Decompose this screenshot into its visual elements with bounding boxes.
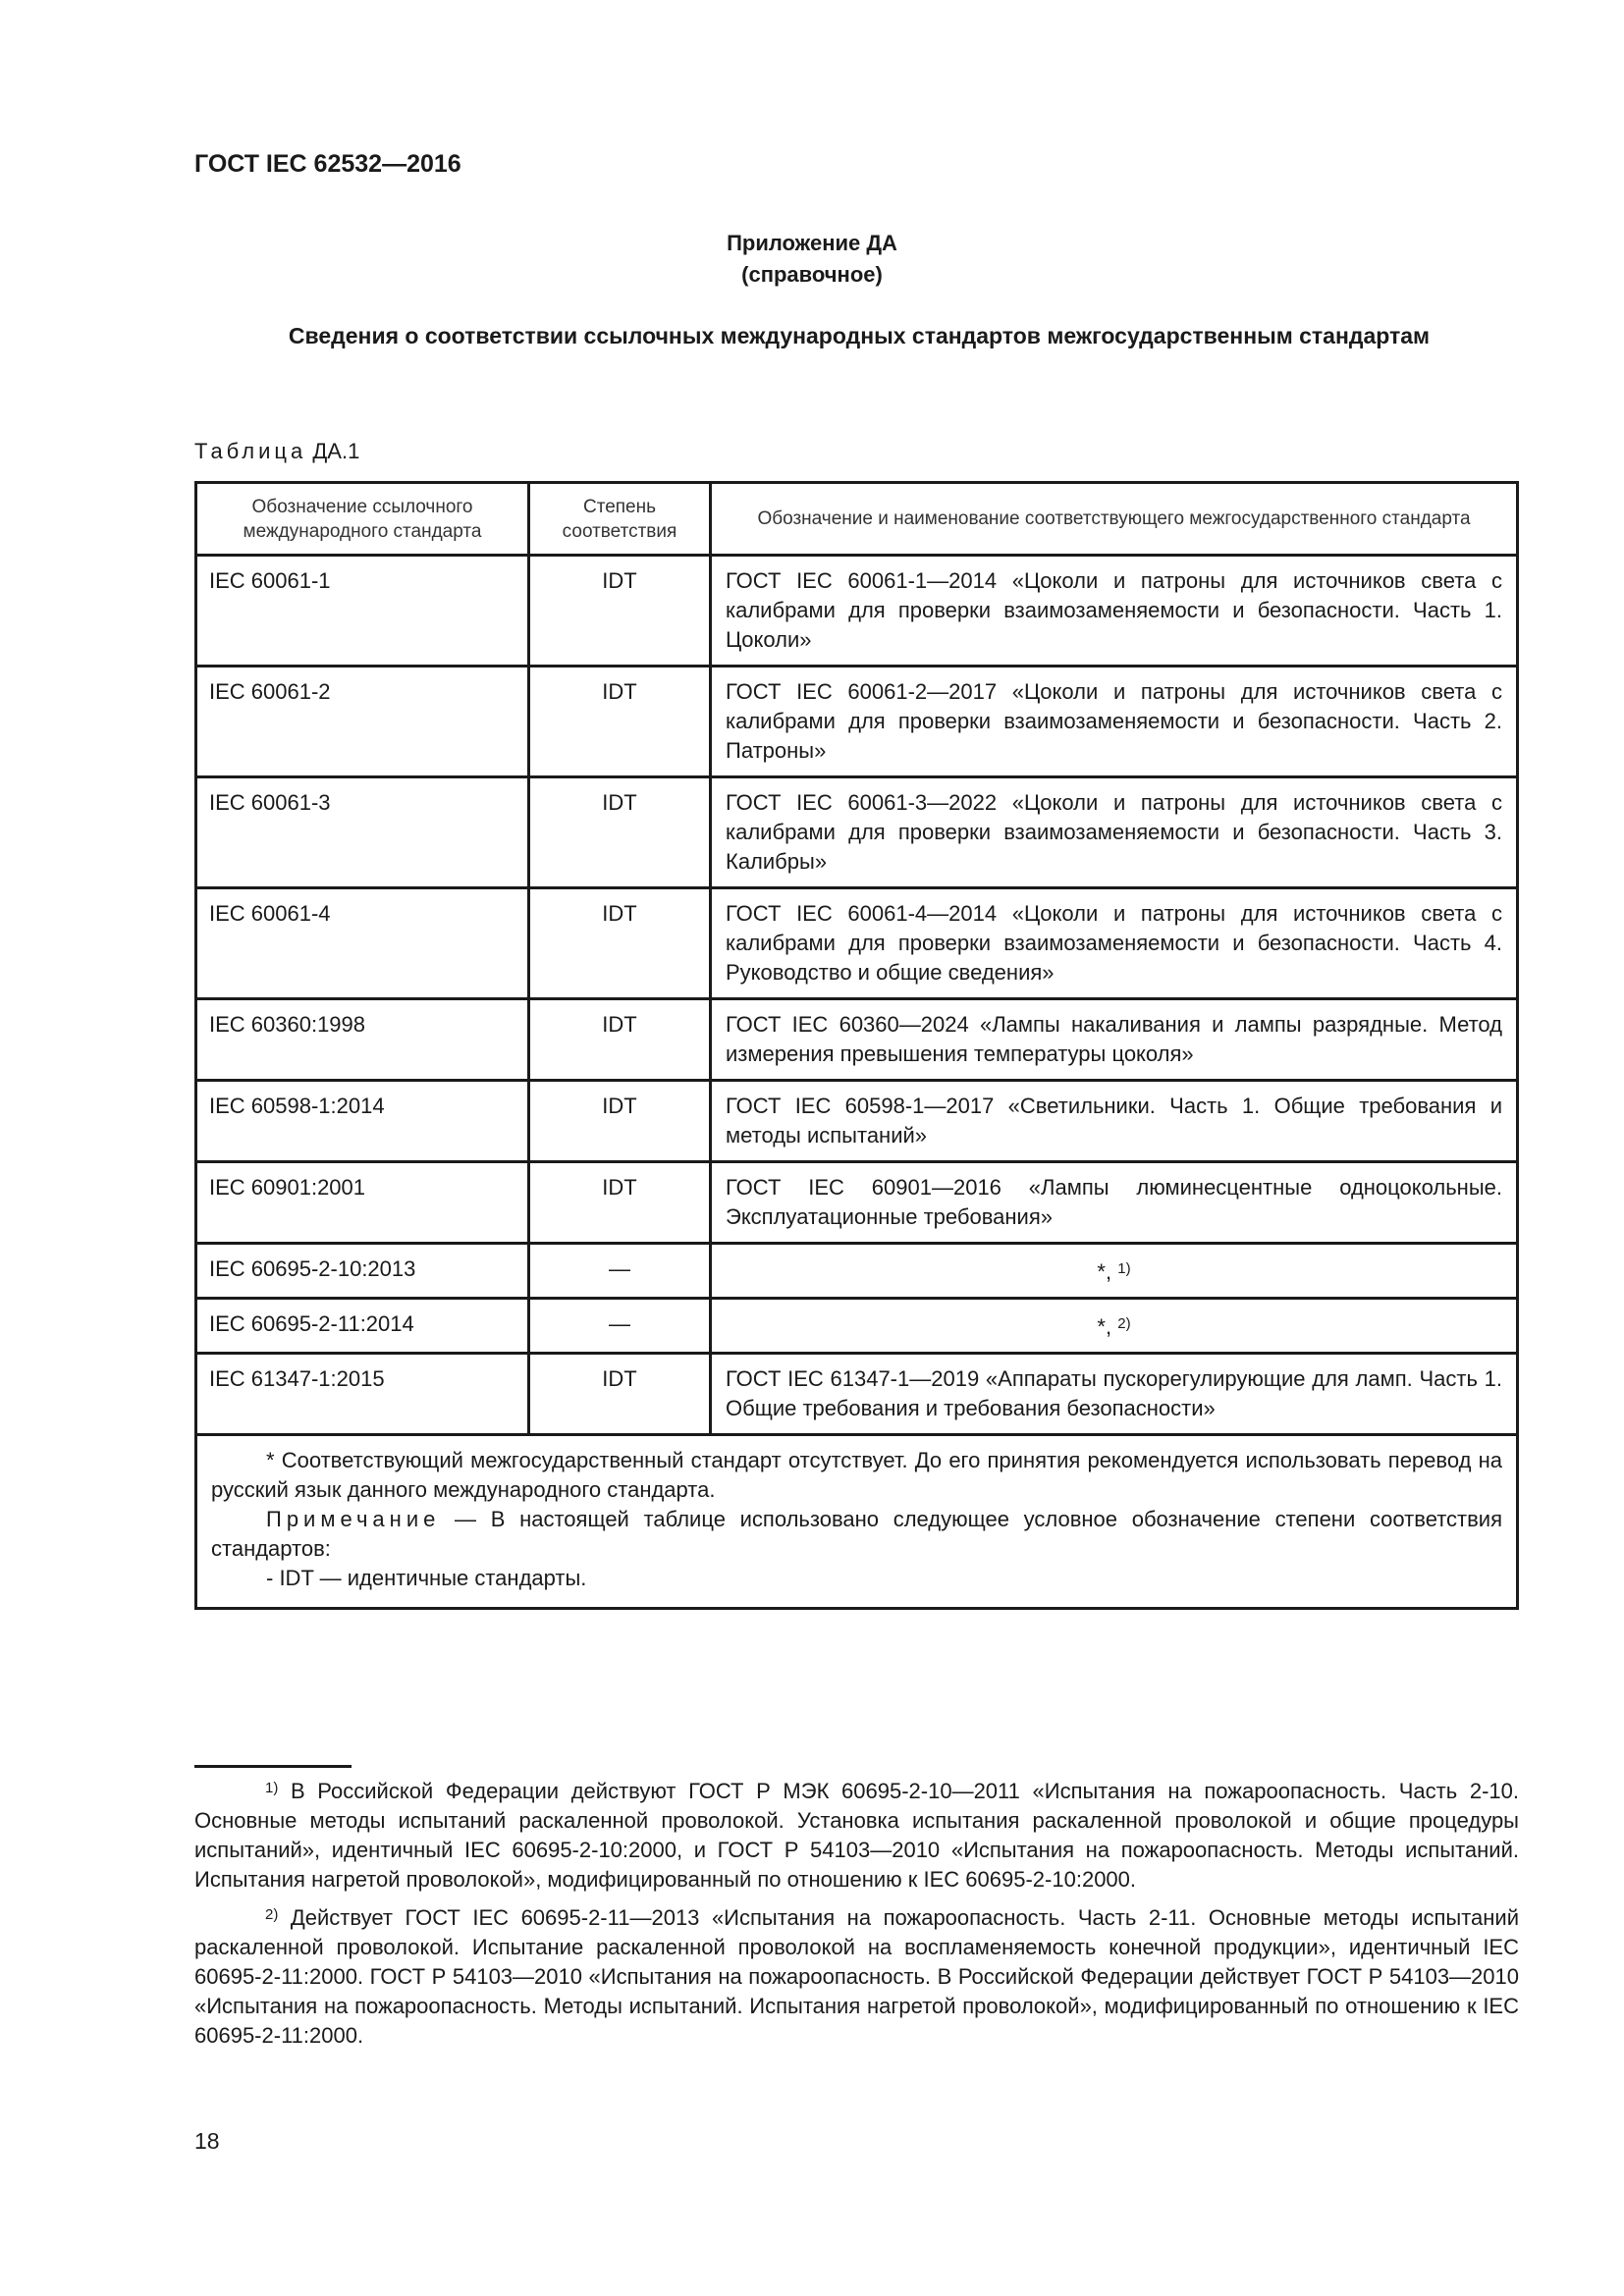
table-row <box>196 1354 1518 1435</box>
interstate-standard-cell: ГОСТ IEC 60901—2016 «Лампы люминесцентные одноцокольные. Эксплуатационные требования» <box>711 1162 1518 1244</box>
table-caption-number: ДА.1 <box>312 439 360 463</box>
note-label: Примечание <box>266 1507 441 1531</box>
degree-cell: — <box>529 1299 711 1354</box>
annex-heading <box>0 228 1624 291</box>
annex-subtitle: (справочное) <box>741 262 883 287</box>
interstate-standard-cell: ГОСТ IEC 60061-1—2014 «Цоколи и патроны для источников света с калибрами для проверки взаимозаменяемости и безопасности. Часть 1. Цоколи» <box>711 556 1518 667</box>
footnote-mark: 1) <box>265 1780 279 1796</box>
note-text: — В настоящей таблице использовано следующее условное обозначение степени соответствия стандартов: <box>211 1507 1502 1561</box>
footnote-mark: 2) <box>265 1906 279 1923</box>
table-row <box>196 888 1518 999</box>
interstate-standard-cell: ГОСТ IEC 60061-2—2017 «Цоколи и патроны для источников света с калибрами для проверки взаимозаменяемости и безопасности. Часть 2. Патроны» <box>711 667 1518 777</box>
ref-standard-cell: IEC 60061-2 <box>196 667 529 777</box>
header-interstate-standard: Обозначение и наименование соответствующего межгосударственного стандарта <box>711 483 1518 556</box>
interstate-standard-cell: ГОСТ IEC 60061-3—2022 «Цоколи и патроны для источников света с калибрами для проверки взаимозаменяемости и безопасности. Часть 3. Калибры» <box>711 777 1518 888</box>
idt-note: - IDT — идентичные стандарты. <box>266 1566 587 1590</box>
degree-cell: IDT <box>529 999 711 1081</box>
footnote-text: В Российской Федерации действуют ГОСТ Р МЭК 60695-2-10—2011 «Испытания на пожароопасность. Часть 2-10. Основные методы испытаний раскаленной проволокой. Установка испытания раскаленной проволокой и общие процедуры испытаний», идентичный IEC 60695-2-10:2000, и ГОСТ Р 54103—2010 «Испытания на пожароопасность. Методы испытаний. Испытания нагретой проволокой», модифицированный по отношению к IEC 60695-2-10:2000. <box>194 1779 1519 1892</box>
footnote-2 <box>194 1900 1519 2051</box>
ref-standard-cell: IEC 60360:1998 <box>196 999 529 1081</box>
table-row <box>196 667 1518 777</box>
ref-standard-cell: IEC 60061-4 <box>196 888 529 999</box>
degree-cell: IDT <box>529 1081 711 1162</box>
table-notes-row <box>196 1435 1518 1609</box>
header-ref-standard: Обозначение ссылочного международного стандарта <box>196 483 529 556</box>
degree-cell: IDT <box>529 777 711 888</box>
interstate-standard-cell: ГОСТ IEC 61347-1—2019 «Аппараты пускорегулирующие для ламп. Часть 1. Общие требования и требования безопасности» <box>711 1354 1518 1435</box>
ref-standard-cell: IEC 60695-2-10:2013 <box>196 1244 529 1299</box>
degree-cell: — <box>529 1244 711 1299</box>
interstate-standard-cell: ГОСТ IEC 60061-4—2014 «Цоколи и патроны для источников света с калибрами для проверки взаимозаменяемости и безопасности. Часть 4. Руководство и общие сведения» <box>711 888 1518 999</box>
asterisk-note: * Соответствующий межгосударственный стандарт отсутствует. До его принятия рекомендуется использовать перевод на русский язык данного международного стандарта. <box>211 1448 1502 1502</box>
interstate-standard-cell: ГОСТ IEC 60598-1—2017 «Светильники. Часть 1. Общие требования и методы испытаний» <box>711 1081 1518 1162</box>
footnote-ref: 1) <box>1117 1260 1131 1277</box>
table-header-row <box>196 483 1518 556</box>
ref-standard-cell: IEC 60695-2-11:2014 <box>196 1299 529 1354</box>
interstate-standard-cell: ГОСТ IEC 60360—2024 «Лампы накаливания и лампы разрядные. Метод измерения превышения температуры цоколя» <box>711 999 1518 1081</box>
page-number: 18 <box>194 2128 220 2154</box>
table-row <box>196 1162 1518 1244</box>
degree-cell: IDT <box>529 667 711 777</box>
table-row <box>196 556 1518 667</box>
footnote-divider <box>194 1765 352 1768</box>
interstate-standard-cell <box>711 1299 1518 1354</box>
ref-standard-cell: IEC 61347-1:2015 <box>196 1354 529 1435</box>
asterisk-mark: *, <box>1097 1314 1112 1339</box>
footnotes <box>194 1774 1519 2056</box>
interstate-standard-cell <box>711 1244 1518 1299</box>
table-note <box>211 1505 1502 1564</box>
ref-standard-cell: IEC 60061-1 <box>196 556 529 667</box>
table-row <box>196 999 1518 1081</box>
table-row <box>196 777 1518 888</box>
degree-cell: IDT <box>529 888 711 999</box>
table-caption <box>194 439 359 464</box>
table-row <box>196 1244 1518 1299</box>
asterisk-mark: *, <box>1097 1259 1112 1284</box>
ref-standard-cell: IEC 60901:2001 <box>196 1162 529 1244</box>
ref-standard-cell: IEC 60061-3 <box>196 777 529 888</box>
degree-cell: IDT <box>529 556 711 667</box>
degree-cell: IDT <box>529 1162 711 1244</box>
standards-table <box>194 481 1519 1610</box>
footnote-ref: 2) <box>1117 1315 1131 1332</box>
footnote-1 <box>194 1774 1519 1895</box>
section-title: Сведения о соответствии ссылочных международных стандартов межгосударственным стандартам <box>288 323 1431 348</box>
annex-title: Приложение ДА <box>727 231 897 255</box>
table-row <box>196 1299 1518 1354</box>
degree-cell: IDT <box>529 1354 711 1435</box>
document-code: ГОСТ IEC 62532—2016 <box>194 150 461 178</box>
ref-standard-cell: IEC 60598-1:2014 <box>196 1081 529 1162</box>
footnote-text: Действует ГОСТ IEC 60695-2-11—2013 «Испытания на пожароопасность. Часть 2-11. Основные методы испытаний раскаленной проволокой. Испытание раскаленной проволокой на воспламеняемость конечной продукции», идентичный IEC 60695-2-11:2000. ГОСТ Р 54103—2010 «Испытания на пожароопасность. В Российской Федерации действует ГОСТ Р 54103—2010 «Испытания на пожароопасность. Методы испытаний. Испытания нагретой проволокой», модифицированный по отношению к IEC 60695-2-11:2000. <box>194 1905 1519 2048</box>
header-degree: Степень соответствия <box>529 483 711 556</box>
table-row <box>196 1081 1518 1162</box>
table-caption-word: Таблица <box>194 439 307 463</box>
